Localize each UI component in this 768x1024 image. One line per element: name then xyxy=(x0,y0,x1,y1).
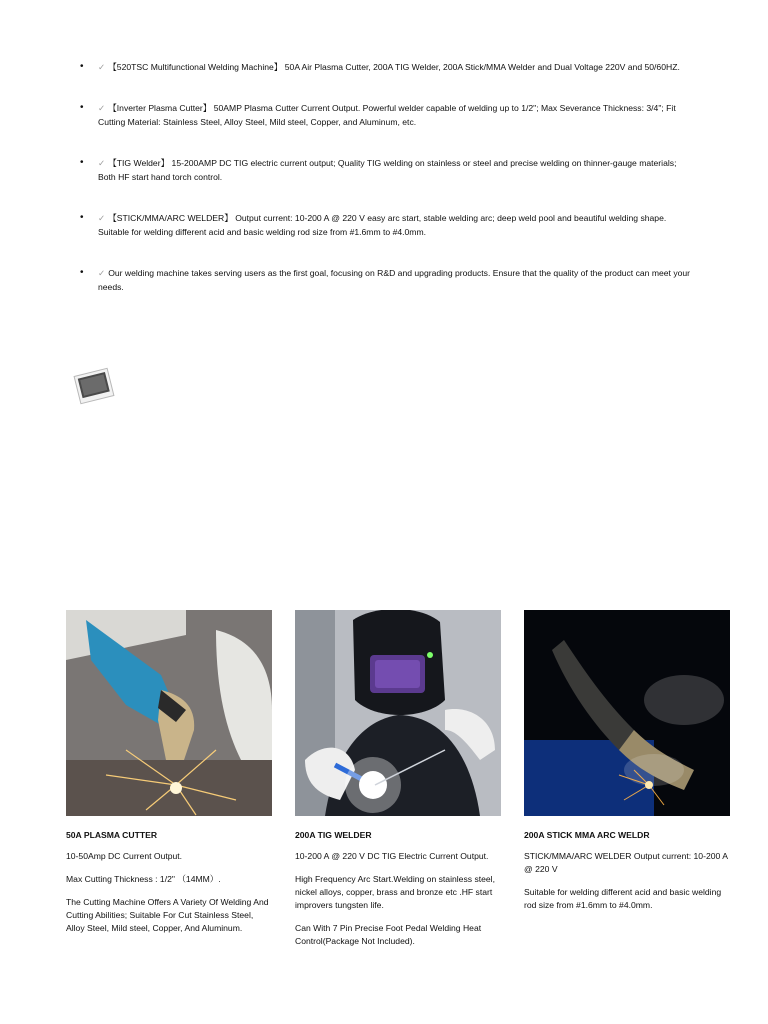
feature-item xyxy=(66,156,696,184)
feature-text: 【Inverter Plasma Cutter】 50AMP Plasma Cutter Current Output. Powerful welder capable of welding up to 1/2"; Max Severance Thickness: 3/4"; Fit Cutting Material: Stainless Steel, Alloy Steel, Mild steel, Copper, and Aluminum, etc. xyxy=(98,103,676,127)
feature-text: 【TIG Welder】 15-200AMP DC TIG electric current output; Quality TIG welding on stainless or steel and precise welding on thinner-gauge materials; Both HF start hand torch control. xyxy=(98,158,677,182)
feature-text: 【STICK/MMA/ARC WELDER】 Output current: 10-200 A @ 220 V easy arc start, stable welding arc; deep weld pool and beautiful welding shape. Suitable for welding different acid and basic welding rod size from #1.6mm to #4.0mm. xyxy=(98,213,667,237)
check-icon: ✓ xyxy=(98,213,106,223)
product-card-plasma xyxy=(66,610,272,935)
feature-item xyxy=(66,266,696,294)
card-line: Suitable for welding different acid and basic welding rod size from #1.6mm to #4.0mm. xyxy=(524,887,722,910)
broken-image-icon xyxy=(70,362,118,410)
feature-item xyxy=(66,211,696,239)
card-line: The Cutting Machine Offers A Variety Of Welding And Cutting Abilities; Suitable For Cut Stainless Steel, Alloy Steel, Mild steel, Copper, And Aluminum. xyxy=(66,897,269,933)
feature-item xyxy=(66,60,696,74)
product-card-tig xyxy=(295,610,501,948)
card-line: 10-50Amp DC Current Output. xyxy=(66,851,183,861)
feature-text: Our welding machine takes serving users as the first goal, focusing on R&D and upgrading products. Ensure that the quality of the product can meet your needs. xyxy=(98,268,691,292)
feature-text: 【520TSC Multifunctional Welding Machine】 50A Air Plasma Cutter, 200A TIG Welder, 200A Stick/MMA Welder and Dual Voltage 220V and 50/60HZ. xyxy=(108,62,680,72)
card-line: Can With 7 Pin Precise Foot Pedal Welding Heat Control(Package Not Included). xyxy=(295,923,482,946)
card-line: STICK/MMA/ARC WELDER Output current: 10-200 A @ 220 V xyxy=(524,851,728,874)
feature-item xyxy=(66,101,696,129)
card-title: 200A STICK MMA ARC WELDR xyxy=(524,830,650,840)
card-line: Max Cutting Thickness : 1/2" （14MM）. xyxy=(66,874,221,884)
check-icon: ✓ xyxy=(98,268,106,278)
plasma-cutter-photo xyxy=(66,610,272,816)
card-line: High Frequency Arc Start.Welding on stainless steel, nickel alloys, copper, brass and bronze etc .HF start improvers tungsten life. xyxy=(295,874,495,910)
card-line: 10-200 A @ 220 V DC TIG Electric Current Output. xyxy=(295,851,489,861)
card-title: 50A PLASMA CUTTER xyxy=(66,830,158,840)
check-icon: ✓ xyxy=(98,62,106,72)
stick-welder-photo xyxy=(524,610,730,816)
check-icon: ✓ xyxy=(98,103,106,113)
tig-welder-photo xyxy=(295,610,501,816)
product-card-stick xyxy=(524,610,730,912)
check-icon: ✓ xyxy=(98,158,106,168)
feature-list xyxy=(66,60,696,321)
card-title: 200A TIG WELDER xyxy=(295,830,372,840)
